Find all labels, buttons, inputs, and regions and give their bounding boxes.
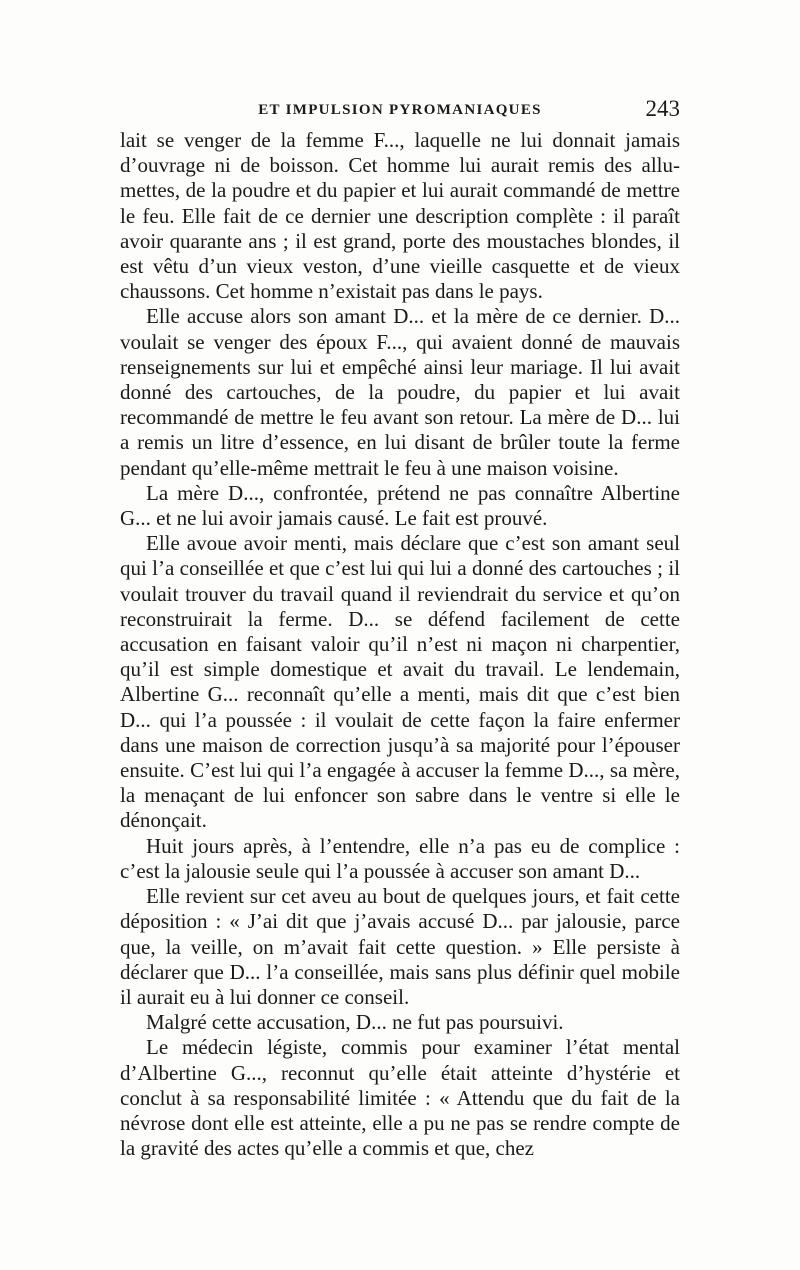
paragraph-5: Huit jours après, à l’entendre, elle n’a pas eu de complice : c’est la jalousie seule qui l’a poussée à accuser son amant D...: [120, 833, 680, 883]
body-text: [120, 128, 680, 1161]
paragraph-4: Elle avoue avoir menti, mais déclare que c’est son amant seul qui l’a conseillée et que c’est lui qui lui a donné des cartouches ; il voulait trouver du travail quand il reviendrait du service et qu’on reconstruirait la ferme. D... se défend facilement de cette accusation en faisant valoir qu’il n’est ni maçon ni charpentier, qu’il est simple domestique et avait du travail. Le lendemain, Albertine G... reconnaît qu’elle a menti, mais dit que c’est bien D... qui l’a poussée : il voulait de cette façon la faire enfermer dans une maison de correction jusqu’à sa majorité pour l’épouser ensuite. C’est lui qui l’a engagée à accuser la femme D..., sa mère, la menaçant de lui enfoncer son sabre dans le ventre si elle le dénonçait.: [120, 531, 680, 833]
paragraph-2: Elle accuse alors son amant D... et la mère de ce dernier. D... voulait se venger des époux F..., qui avaient donné de mauvais renseignements sur lui et empêché ainsi leur mariage. Il lui avait donné des cartouches, de la poudre, du papier et lui avait recommandé de mettre le feu avant son retour. La mère de D... lui a remis un litre d’essence, en lui disant de brûler toute la ferme pendant qu’elle-même mettrait le feu à une maison voisine.: [120, 304, 680, 480]
running-head: ET IMPULSION PYROMANIAQUES: [258, 102, 542, 118]
page-number: 243: [645, 96, 680, 121]
paragraph-1: lait se venger de la femme F..., laquelle ne lui donnait jamais d’ouvrage ni de boisson. Cet homme lui aurait remis des allumettes, de la poudre et du papier et lui aurait commandé de mettre le feu. Elle fait de ce dernier une description complète : il paraît avoir quarante ans ; il est grand, porte des moustaches blondes, il est vêtu d’un vieux veston, d’une vieille casquette et de vieux chaussons. Cet homme n’existait pas dans le pays.: [120, 128, 680, 304]
paragraph-3: La mère D..., confrontée, prétend ne pas connaître Albertine G... et ne lui avoir jamais causé. Le fait est prouvé.: [120, 480, 680, 531]
paragraph-8: Le médecin légiste, commis pour examiner l’état mental d’Albertine G..., reconnut qu’elle était atteinte d’hystérie et conclut à sa responsabilité limitée : « Attendu que du fait de la névrose dont elle est atteinte, elle a pu ne pas se rendre compte de la gravité des actes qu’elle a commis et que, chez: [120, 1035, 680, 1161]
page-header: [120, 96, 680, 128]
paragraph-6: Elle revient sur cet aveu au bout de quelques jours, et fait cette déposition : « J’ai dit que j’avais accusé D... par jalousie, parce que, la veille, on m’avait fait cette question. » Elle persiste à déclarer que D... l’a conseillée, mais sans plus définir quel mobile il aurait eu à lui donner ce conseil.: [120, 884, 680, 1009]
paragraph-7: Malgré cette accusation, D... ne fut pas poursuivi.: [146, 1010, 564, 1035]
